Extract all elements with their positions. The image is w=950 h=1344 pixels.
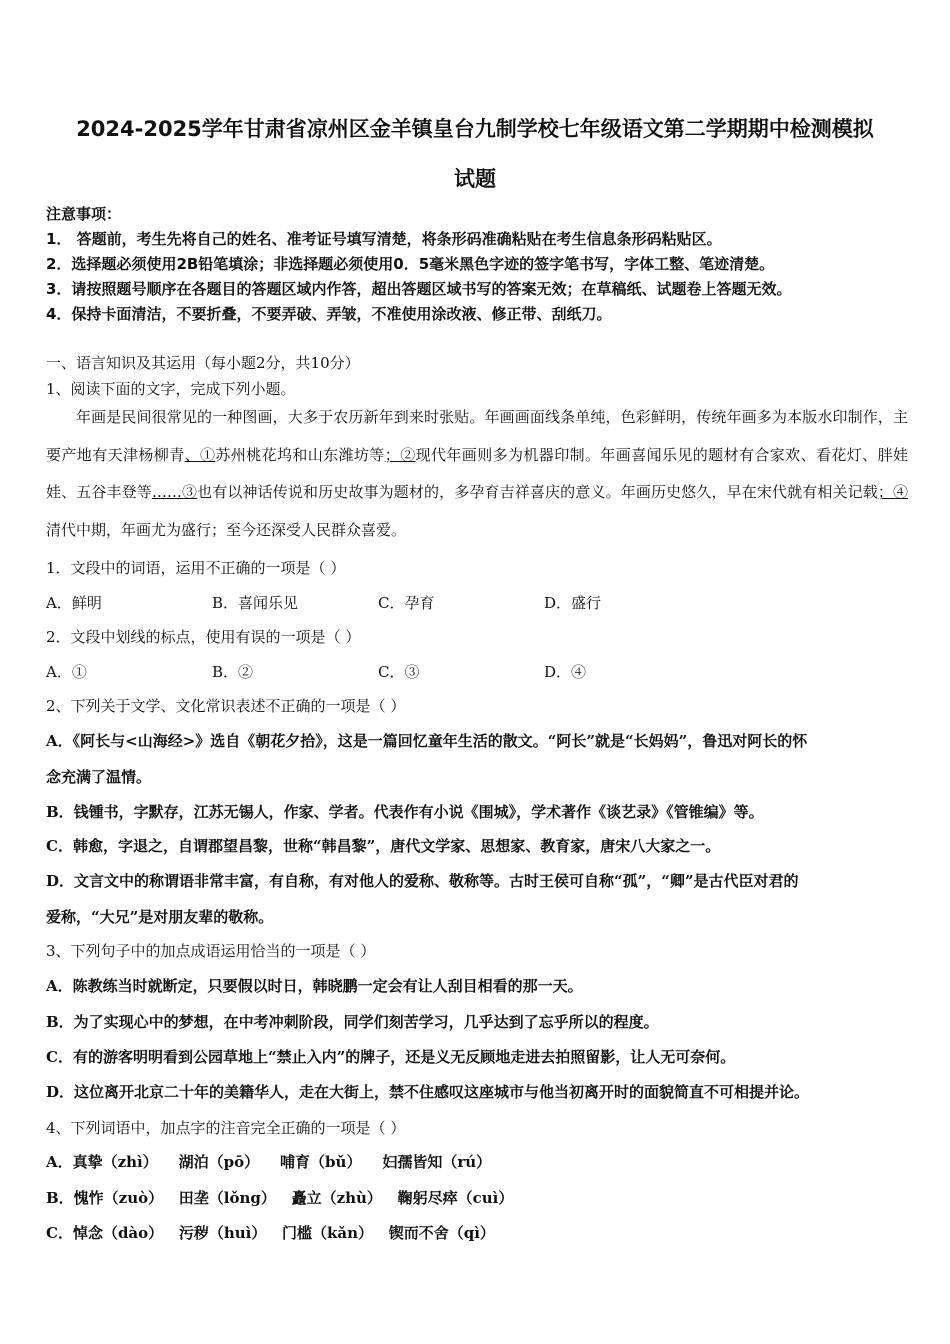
pinyin-item: A．真挚（zhì）	[46, 1153, 158, 1171]
passage-text: 也有以神话传说和历史故事为题材的，多孕育吉祥喜庆的意义。年画历史悠久，早在宋代就有相关记载	[197, 483, 878, 501]
exam-title-line2: 试题	[454, 167, 496, 191]
pinyin-item: 田垄（lǒng）	[178, 1189, 276, 1207]
pinyin-item: 污秽（huì）	[178, 1224, 267, 1242]
choice-d: D．文言文中的称谓语非常丰富，有自称，有对他人的爱称、敬称等。古时王侯可自称“孤”，“卿”是古代臣对君的	[46, 872, 799, 890]
choice-b: B．为了实现心中的梦想，在中考冲刺阶段，同学们刻苦学习，几乎达到了忘乎所以的程度。	[46, 1013, 659, 1031]
choice-a: A．《阿长与<山海经>》选自《朝花夕拾》，这是一篇回忆童年生活的散文。“阿长”就是“长妈妈”，鲁迅对阿长的怀	[46, 732, 808, 750]
notice-item: 1． 答题前，考生先将自己的姓名、准考证号填写清楚，将条形码准确粘贴在考生信息条形码粘贴区。	[46, 230, 722, 248]
choice-d-continued: 爱称，“大兄”是对朋友辈的敬称。	[46, 908, 274, 926]
passage-text: 清代中期，年画尤为盛行；至今还深受人民群众喜爱。	[46, 520, 407, 539]
choice-c	[46, 1222, 495, 1243]
answer-options	[46, 592, 710, 613]
question-stem: 4、下列词语中，加点字的注音完全正确的一项是（ ）	[46, 1119, 406, 1137]
sub-question-stem: 2．文段中划线的标点，使用有误的一项是（ ）	[46, 628, 361, 646]
choice-a: A．陈教练当时就断定，只要假以时日，韩晓鹏一定会有让人刮目相看的那一天。	[46, 977, 583, 995]
question-stem: 3、下列句子中的加点成语运用恰当的一项是（ ）	[46, 942, 376, 960]
option-a: A．鲜明	[46, 594, 102, 612]
choice-b: B．钱锺书，字默存，江苏无锡人，作家、学者。代表作有小说《围城》，学术著作《谈艺录》《管锥编》等。	[46, 803, 764, 821]
passage-text: 年画是民间很常见的一种图画，大多于农历新年到来时张贴。年画画面线条单纯，色彩鲜明，传统年画多为本版水印制作，主要产地有天津杨柳青	[46, 408, 908, 464]
pinyin-item: 门槛（kǎn）	[282, 1224, 374, 1242]
option-d: D．盛行	[544, 594, 602, 612]
option-b: B．喜闻乐见	[212, 594, 299, 612]
choice-a-continued: 念充满了温情。	[46, 768, 152, 786]
notice-item: 2．选择题必须使用2B铅笔填涂；非选择题必须使用0．5毫米黑色字迹的签字笔书写，字体工整、笔迹清楚。	[46, 255, 775, 273]
choice-c: C．韩愈，字退之，自谓郡望昌黎，世称“韩昌黎”，唐代文学家、思想家、教育家，唐宋八大家之一。	[46, 837, 721, 855]
pinyin-item: 锲而不舍（qì）	[388, 1224, 495, 1242]
exam-title-line1: 2024-2025学年甘肃省凉州区金羊镇皇台九制学校七年级语文第二学期期中检测模拟	[76, 117, 874, 141]
option-a: A．①	[46, 663, 87, 681]
option-c: C．孕育	[378, 594, 435, 612]
section-heading: 一、语言知识及其运用（每小题2分，共10分）	[46, 354, 360, 372]
choice-a	[46, 1151, 491, 1172]
pinyin-item: 鞠躬尽瘁（cuì）	[397, 1189, 514, 1207]
question-stem: 2、下列关于文学、文化常识表述不正确的一项是（ ）	[46, 697, 406, 715]
option-d: D．④	[544, 663, 587, 681]
option-b: B．②	[212, 663, 254, 681]
pinyin-item: 湖泊（pō）	[178, 1153, 260, 1171]
underlined-mark-2: ；②	[384, 445, 416, 464]
underlined-mark-3: ……③	[151, 483, 198, 501]
pinyin-item: 矗立（zhù）	[291, 1189, 382, 1207]
pinyin-item: 妇孺皆知（rú）	[382, 1153, 492, 1171]
passage-text: 苏州桃花坞和山东潍坊等	[215, 445, 385, 464]
sub-question-stem: 1．文段中的词语，运用不正确的一项是（ ）	[46, 559, 346, 577]
underlined-mark-4: ；④	[877, 483, 908, 501]
choice-c: C．有的游客明明看到公园草地上“禁止入内”的牌子，还是义无反顾地走进去拍照留影，让人无可奈何。	[46, 1048, 736, 1066]
notice-heading: 注意事项：	[46, 205, 122, 223]
choice-d: D．这位离开北京二十年的美籍华人，走在大街上，禁不住感叹这座城市与他当初离开时的面貌简直不可相提并论。	[46, 1083, 810, 1101]
pinyin-item: B．愧怍（zuò）	[46, 1189, 164, 1207]
passage-text: 现代年画则多为机器印制。年画喜闻乐见的题材有合家欢、看花灯、胖娃娃、五谷丰登等	[46, 445, 908, 501]
answer-options	[46, 661, 710, 682]
pinyin-item: 哺育（bǔ）	[280, 1153, 362, 1171]
pinyin-item: C．悼念（dào）	[46, 1224, 164, 1242]
notice-item: 4．保持卡面清洁，不要折叠，不要弄破、弄皱，不准使用涂改液、修正带、刮纸刀。	[46, 305, 612, 323]
choice-b	[46, 1187, 513, 1208]
option-c: C．③	[378, 663, 420, 681]
question-stem: 1、阅读下面的文字，完成下列小题。	[46, 380, 296, 398]
notice-item: 3．请按照题号顺序在各题目的答题区域内作答，超出答题区域书写的答案无效；在草稿纸、试题卷上答题无效。	[46, 280, 792, 298]
reading-passage	[46, 399, 908, 549]
underlined-mark-1: 、①	[184, 445, 216, 464]
